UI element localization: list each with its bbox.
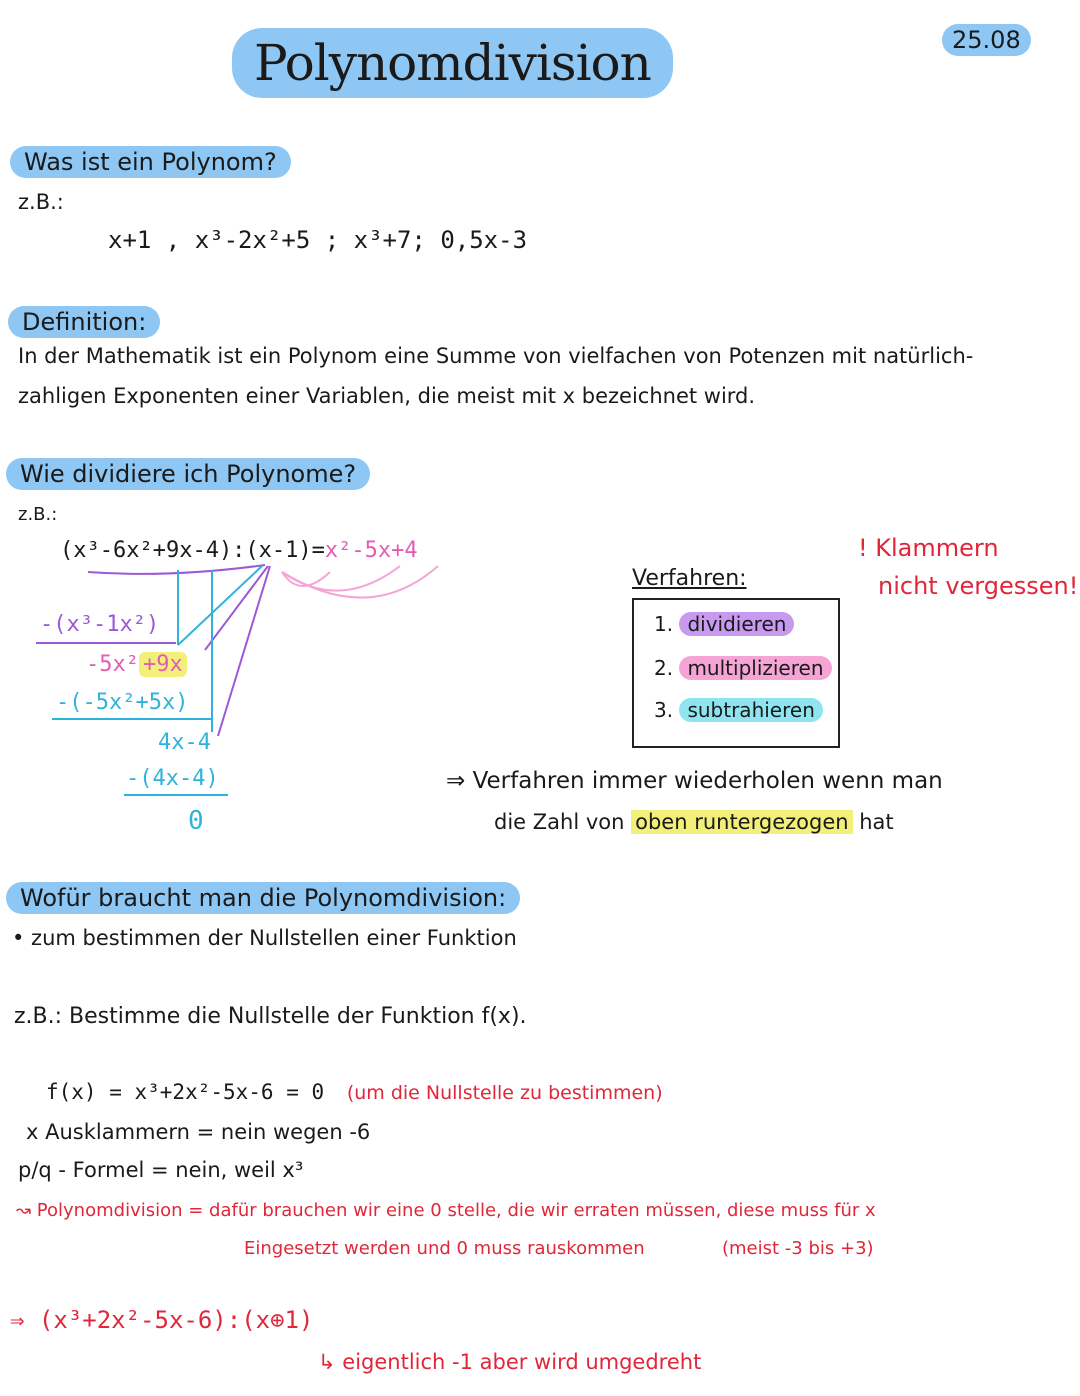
example-2-poly-range: (meist -3 bis +3) xyxy=(722,1238,874,1259)
page-title: Polynomdivision xyxy=(232,28,673,98)
procedure-box xyxy=(632,598,840,748)
repeat-line-2-c: hat xyxy=(859,810,894,834)
arrow-multiply-3 xyxy=(282,566,438,598)
example-2-task: z.B.: Bestimme die Nullstelle der Funktion f(x). xyxy=(14,1004,527,1029)
arrow-multiply-2 xyxy=(282,566,400,591)
example-2-line-x: x Ausklammern = nein wegen -6 xyxy=(26,1120,371,1144)
procedure-step-3-label: subtrahieren xyxy=(679,698,822,722)
division-step-2b: +9x xyxy=(139,652,187,677)
division-step-5: -(4x-4) xyxy=(126,766,219,791)
definition-line-2: zahligen Exponenten einer Variablen, die meist mit x bezeichnet wird. xyxy=(18,384,756,408)
example-2-line-pq: p/q - Formel = nein, weil x³ xyxy=(18,1158,304,1182)
procedure-step-3-num: 3. xyxy=(654,698,674,722)
procedure-step-1-num: 1. xyxy=(654,612,674,636)
example-2-function: f(x) = x³+2x²-5x-6 = 0 xyxy=(46,1080,325,1104)
division-result: x²-5x+4 xyxy=(324,538,418,563)
procedure-title: Verfahren: xyxy=(632,566,747,591)
heading-definition: Definition: xyxy=(8,306,160,338)
heading-what-is-polynomial: Was ist ein Polynom? xyxy=(10,146,291,178)
repeat-line-1: ⇒ Verfahren immer wiederholen wenn man xyxy=(446,768,943,794)
example-label: z.B.: xyxy=(18,190,64,214)
example-2-poly-line-1: ↝ Polynomdivision = dafür brauchen wir eine 0 stelle, die wir erraten müssen, diese muss für x xyxy=(16,1200,876,1221)
example-2-function-note: (um die Nullstelle zu bestimmen) xyxy=(346,1082,663,1104)
division-step-4: 4x-4 xyxy=(158,730,211,755)
why-bullet: • zum bestimmen der Nullstellen einer Funktion xyxy=(12,926,517,950)
arrow-divide-1 xyxy=(88,565,265,574)
procedure-step-1 xyxy=(654,612,794,636)
division-remainder: 0 xyxy=(188,806,204,836)
warning-line-1: ! Klammern xyxy=(858,534,999,562)
division-step-2a: -5x² xyxy=(86,652,139,677)
repeat-line-2 xyxy=(494,810,894,834)
procedure-step-3 xyxy=(654,698,823,722)
example-label-2: z.B.: xyxy=(18,504,58,525)
polynomial-examples: x+1 , x³-2x²+5 ; x³+7; 0,5x-3 xyxy=(108,226,528,254)
example-2-result-equation: ⇒ (x³+2x²-5x-6):(x⊕1) xyxy=(10,1306,314,1334)
procedure-step-2-label: multiplizieren xyxy=(679,656,831,680)
heading-why-polynomial-division: Wofür braucht man die Polynomdivision: xyxy=(6,882,520,914)
definition-line-1: In der Mathematik ist ein Polynom eine Summe von vielfachen von Potenzen mit natürlich- xyxy=(18,344,974,368)
example-2-poly-line-2: Eingesetzt werden und 0 muss rauskommen xyxy=(244,1238,645,1259)
repeat-line-2-b: oben runtergezogen xyxy=(631,810,852,834)
procedure-step-2 xyxy=(654,656,832,680)
warning-line-2: nicht vergessen! xyxy=(878,572,1079,600)
procedure-step-2-num: 2. xyxy=(654,656,674,680)
division-equation-left: (x³-6x²+9x-4):(x-1)= xyxy=(60,538,325,563)
arrow-divide-3 xyxy=(218,566,270,736)
heading-how-to-divide: Wie dividiere ich Polynome? xyxy=(6,458,370,490)
arrow-divide-2 xyxy=(205,566,268,650)
example-2-function-line xyxy=(46,1080,663,1104)
date-badge: 25.08 xyxy=(942,24,1031,56)
division-step-1: -(x³-1x²) xyxy=(40,612,160,637)
procedure-step-1-label: dividieren xyxy=(679,612,794,636)
repeat-line-2-a: die Zahl von xyxy=(494,810,625,834)
division-step-3: -(-5x²+5x) xyxy=(56,690,189,715)
example-2-result-note: ↳ eigentlich -1 aber wird umgedreht xyxy=(318,1350,702,1374)
